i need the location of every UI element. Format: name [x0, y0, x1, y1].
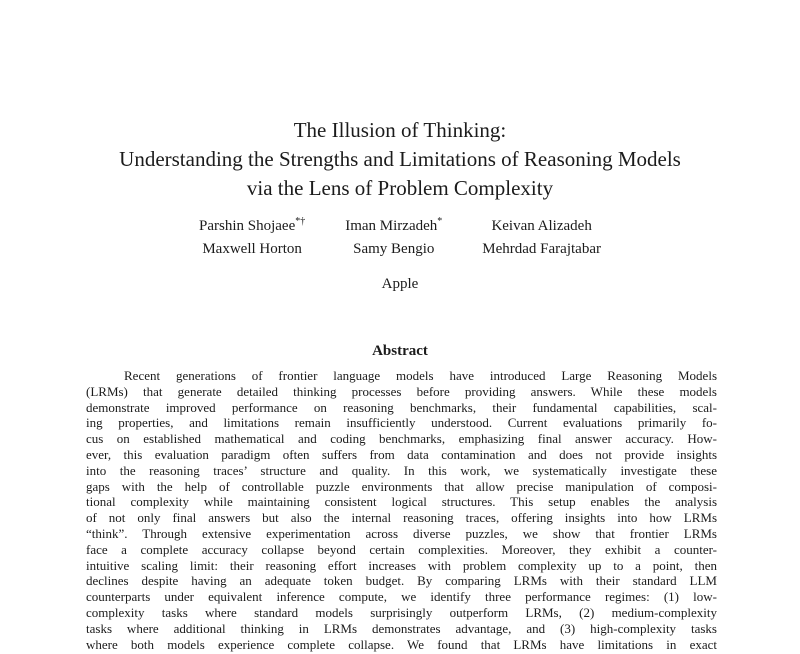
- abstract-line: tional complexity while maintaining consistent logical structures. This setup enables the analysis: [86, 494, 717, 510]
- abstract-line: gaps with the help of controllable puzzle environments that allow precise manipulation of composi-: [86, 478, 717, 494]
- abstract-line: “think”. Through extensive experimentation across diverse puzzles, we show that frontier LRMs: [86, 525, 717, 541]
- paper-title-line-2: Understanding the Strengths and Limitations of Reasoning Models: [119, 147, 681, 171]
- author-mehrdad-farajtabar: [482, 238, 601, 261]
- abstract-heading: Abstract: [372, 343, 428, 359]
- author-keivan-alizadeh: [482, 215, 601, 238]
- abstract-body: [86, 368, 717, 652]
- abstract-line: where both models experience complete collapse. We found that LRMs have limitations in exact: [86, 636, 717, 652]
- author-mark: *: [437, 216, 443, 227]
- author-samy-bengio: [345, 238, 442, 261]
- author-name: Parshin Shojaee: [199, 218, 296, 234]
- author-name: Samy Bengio: [353, 241, 435, 257]
- author-maxwell-horton: [199, 238, 305, 261]
- abstract-line: cus on established mathematical and coding benchmarks, emphasizing final answer accuracy. How-: [86, 431, 717, 447]
- paper-title-line-1: The Illusion of Thinking:: [293, 118, 507, 142]
- author-name: Maxwell Horton: [202, 241, 302, 257]
- author-block: [0, 215, 800, 261]
- abstract-line: ing properties, and limitations remain insufficiently understood. Current evaluations primarily fo-: [86, 415, 717, 431]
- abstract-line: demonstrate improved performance on reasoning benchmarks, their fundamental capabilities, scal-: [86, 399, 717, 415]
- author-name: Mehrdad Farajtabar: [482, 241, 601, 257]
- abstract-line: complexity tasks where standard models surprisingly outperform LRMs, (2) medium-complexity: [86, 604, 717, 620]
- abstract-line: declines despite having an adequate token budget. By comparing LRMs with their standard LLM: [86, 573, 717, 589]
- abstract-line: Recent generations of frontier language models have introduced Large Reasoning Models: [124, 368, 717, 383]
- author-name: Keivan Alizadeh: [491, 218, 592, 234]
- paper-title: [0, 116, 800, 203]
- abstract-line: ever, this evaluation paradigm often suffers from data contamination and does not provide insights: [86, 446, 717, 462]
- author-mark: *†: [295, 216, 306, 227]
- abstract-line: of not only final answers but also the internal reasoning traces, offering insights into how LRMs: [86, 510, 717, 526]
- abstract-line: face a complete accuracy collapse beyond certain complexities. Moreover, they exhibit a counter-: [86, 541, 717, 557]
- affiliation: Apple: [381, 276, 419, 292]
- author-name: Iman Mirzadeh: [345, 218, 438, 234]
- author-parshin-shojaee: [199, 215, 305, 238]
- paper-title-line-3: via the Lens of Problem Complexity: [246, 176, 554, 200]
- abstract-line: counterparts under equivalent inference compute, we identify three performance regimes: (1) low-: [86, 589, 717, 605]
- abstract-line: tasks where additional thinking in LRMs demonstrates advantage, and (3) high-complexity tasks: [86, 620, 717, 636]
- abstract-line: into the reasoning traces’ structure and quality. In this work, we systematically investigate these: [86, 462, 717, 478]
- author-iman-mirzadeh: [345, 215, 442, 238]
- abstract-line: intuitive scaling limit: their reasoning effort increases with problem complexity up to a point, then: [86, 557, 717, 573]
- abstract-line: (LRMs) that generate detailed thinking processes before providing answers. While these models: [86, 383, 717, 399]
